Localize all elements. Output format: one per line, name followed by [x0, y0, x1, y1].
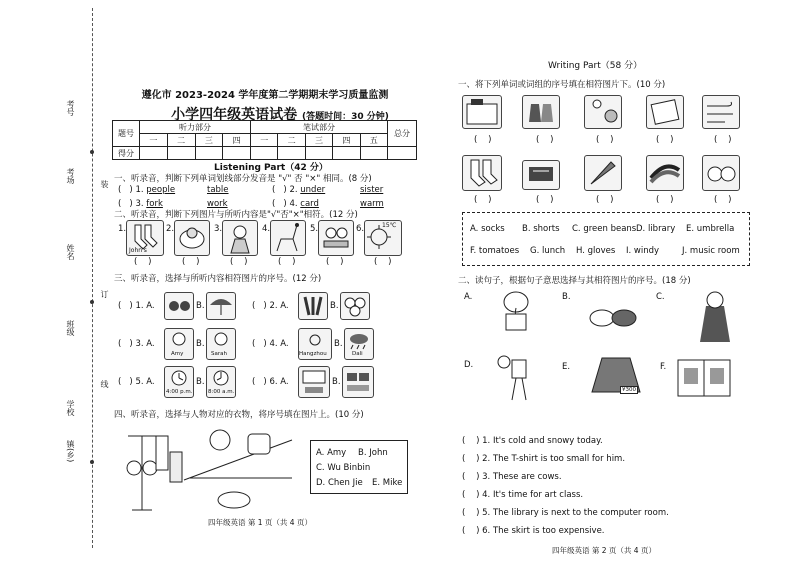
- exam-header: 遵化市 2023-2024 学年度第二学期期末学习质量监测: [141, 90, 389, 101]
- sentence-text: ) 1. It's cold and snowy today.: [476, 436, 603, 446]
- score-col: 一: [251, 134, 278, 147]
- listening-q1-title: 一、听录音，判断下列单词划线部分发音是 "√" 否 "×" 相同。(8 分): [114, 174, 372, 184]
- score-table: [112, 120, 417, 160]
- sentence: ( ) 6. The skirt is too expensive.: [462, 526, 605, 536]
- listening-q2-title: 二、听录音，判断下列图片与所听内容是"√"否"×"相符。(12 分): [114, 210, 358, 220]
- name-option: E. Mike: [372, 478, 403, 488]
- answer-blank[interactable]: ( ): [714, 195, 732, 205]
- picture-letter: F.: [660, 362, 667, 372]
- name-label: 姓名: [66, 244, 75, 260]
- word: sister: [360, 185, 384, 195]
- score-cell[interactable]: [360, 147, 387, 160]
- q3-item: ( ) 3. A.: [118, 339, 155, 349]
- cows-picture: [584, 298, 640, 334]
- score-col: 三: [305, 134, 332, 147]
- exam-number-label: 考号: [66, 100, 75, 116]
- score-cell[interactable]: [388, 147, 417, 160]
- answer-blank[interactable]: ( ): [714, 135, 732, 145]
- umbrella-picture: [584, 155, 622, 191]
- picture-label: 1.: [118, 224, 127, 234]
- sentence: ( ) 2. The T-shirt is too small for him.: [462, 454, 626, 464]
- score-cell[interactable]: [223, 147, 251, 160]
- answer-blank[interactable]: ( ): [230, 257, 248, 267]
- listening-q4-title: 四、听录音，选择与人物对应的衣物，将序号填在图片上。(10 分): [114, 410, 364, 420]
- item-number: 6. A.: [269, 377, 289, 387]
- snowy-day-picture: [690, 288, 740, 344]
- class-label: 班级: [66, 320, 75, 336]
- word: card: [300, 199, 319, 209]
- dinner-picture: [318, 220, 354, 256]
- answer-blank[interactable]: ( ): [596, 135, 614, 145]
- page-footer: 四年级英语 第 1 页（共 4 页）: [208, 518, 312, 527]
- picture-label: 4.: [262, 224, 271, 234]
- picture-letter: C.: [656, 292, 665, 302]
- picture-letter: A.: [464, 292, 473, 302]
- exam-room-label: 考场: [66, 168, 75, 184]
- glasses-picture: [164, 292, 194, 320]
- umbrella-picture: [206, 292, 236, 320]
- picture-label: 6.: [356, 224, 365, 234]
- binding-line: [92, 8, 93, 548]
- picture-caption: Dali: [352, 351, 363, 357]
- tomatoes-picture: [702, 155, 740, 191]
- writing-q1-title: 一、将下列单词或词组的序号填在相符图片下。(10 分): [458, 80, 666, 90]
- option-b-label: B.: [196, 301, 205, 311]
- answer-blank[interactable]: ( ): [474, 195, 492, 205]
- sentence: ( ) 1. It's cold and snowy today.: [462, 436, 603, 446]
- option-b-label: B.: [196, 377, 205, 387]
- q3-item: ( ) 4. A.: [252, 339, 289, 349]
- item-number: 2.: [289, 185, 298, 195]
- word-option: C. green beans: [572, 224, 637, 234]
- score-cell[interactable]: [195, 147, 223, 160]
- item-number: 1. A.: [135, 301, 155, 311]
- sentence: ( ) 4. It's time for art class.: [462, 490, 584, 500]
- clothes-scene: [112, 422, 302, 512]
- music-room-picture: [522, 160, 560, 190]
- word: people: [146, 185, 176, 195]
- word-option: E. umbrella: [686, 224, 735, 234]
- q3-item: ( ) 2. A.: [252, 301, 289, 311]
- picture-caption: 4:00 p.m.: [166, 389, 193, 395]
- seal-char: 线: [100, 380, 109, 388]
- music-book-picture: [646, 95, 684, 129]
- seal-char: 订: [100, 290, 109, 298]
- girl-picture: [222, 220, 258, 256]
- answer-blank[interactable]: ( ): [474, 135, 492, 145]
- classroom-picture: [298, 366, 330, 398]
- score-col: 五: [360, 134, 387, 147]
- name-option: D. Chen Jie: [316, 478, 363, 488]
- library-picture: [462, 95, 502, 129]
- item-number: 5. A.: [135, 377, 155, 387]
- q3-item: ( ) 1. A.: [118, 301, 155, 311]
- town-label: 镇(乡): [66, 440, 75, 463]
- option-b-label: B.: [196, 339, 205, 349]
- listening-q1-item: ( ) 3. fork: [118, 199, 163, 209]
- word-bank: [462, 212, 750, 266]
- price-tag: ¥300: [622, 387, 636, 393]
- sentence: ( ) 3. These are cows.: [462, 472, 562, 482]
- picture-caption: 8:00 a.m.: [208, 389, 235, 395]
- word-option: D. library: [636, 224, 676, 234]
- word-option: G. lunch: [530, 246, 566, 256]
- score-header-total: 总分: [388, 121, 417, 147]
- word-option: H. gloves: [576, 246, 616, 256]
- onions-picture: [340, 292, 370, 320]
- picture-letter: E.: [562, 362, 571, 372]
- score-col: 二: [167, 134, 195, 147]
- name-option: A. Amy: [316, 448, 347, 458]
- library-computer-room-picture: [676, 356, 732, 398]
- score-header-writing: 笔试部分: [251, 121, 388, 134]
- word-option: B. shorts: [522, 224, 560, 234]
- writing-title: Writing Part（58 分）: [548, 61, 643, 71]
- binding-dot: [90, 300, 94, 304]
- score-col: 四: [223, 134, 251, 147]
- lunch-picture: [584, 95, 622, 129]
- name-option: B. John: [358, 448, 388, 458]
- sentence-text: ) 6. The skirt is too expensive.: [476, 526, 605, 536]
- green-beans-picture: [646, 155, 684, 191]
- option-b-label: B.: [334, 339, 343, 349]
- word: under: [300, 185, 326, 195]
- score-col: 二: [278, 134, 305, 147]
- giraffe-picture: [270, 220, 306, 256]
- binding-dot: [90, 150, 94, 154]
- carrots-picture: [298, 292, 328, 320]
- answer-blank[interactable]: ( ): [278, 257, 296, 267]
- score-col: 三: [195, 134, 223, 147]
- writing-q2-title: 二、读句子，根据句子意思选择与其相符图片的序号。(18 分): [458, 276, 691, 286]
- word: table: [207, 185, 229, 195]
- score-cell[interactable]: [305, 147, 332, 160]
- listening-q1-item: ( ) 1. people: [118, 185, 176, 195]
- word: warm: [360, 199, 384, 209]
- word-option: I. windy: [626, 246, 660, 256]
- listening-title: Listening Part（42 分）: [214, 163, 328, 173]
- score-cell[interactable]: [140, 147, 168, 160]
- picture-caption: John's: [129, 247, 147, 254]
- answer-blank[interactable]: ( ): [374, 257, 392, 267]
- sentence: ( ) 5. The library is next to the computer room.: [462, 508, 669, 518]
- score-cell[interactable]: [167, 147, 195, 160]
- score-row-label: 得分: [113, 147, 140, 160]
- answer-blank[interactable]: ( ): [656, 135, 674, 145]
- score-cell[interactable]: [278, 147, 305, 160]
- picture-letter: D.: [464, 360, 474, 370]
- picture-caption: Sarah: [211, 351, 227, 357]
- item-number: 3. A.: [135, 339, 155, 349]
- score-cell[interactable]: [251, 147, 278, 160]
- item-number: 1.: [135, 185, 144, 195]
- socks-picture: [462, 155, 502, 191]
- score-col: 四: [333, 134, 360, 147]
- answer-blank[interactable]: ( ): [536, 195, 554, 205]
- word-option: F. tomatoes: [470, 246, 520, 256]
- picture-label: 5.: [310, 224, 319, 234]
- name-option: C. Wu Binbin: [316, 463, 371, 473]
- q3-item: ( ) 5. A.: [118, 377, 155, 387]
- score-cell[interactable]: [333, 147, 360, 160]
- score-header-listening: 听力部分: [140, 121, 251, 134]
- item-number: 4. A.: [269, 339, 289, 349]
- answer-blank[interactable]: ( ): [326, 257, 344, 267]
- listening-q3-title: 三、听录音，选择与所听内容相符图片的序号。(12 分): [114, 274, 322, 284]
- picture-letter: B.: [562, 292, 571, 302]
- listening-q1-item: ( ) 2. under: [272, 185, 326, 195]
- option-b-label: B.: [332, 377, 341, 387]
- item-number: 4.: [289, 199, 298, 209]
- binding-dot: [90, 460, 94, 464]
- computer-room-picture: [342, 366, 374, 398]
- item-number: 3.: [135, 199, 144, 209]
- picture-caption: Hangzhou: [299, 351, 327, 357]
- score-col: 一: [140, 134, 168, 147]
- sentence-text: ) 4. It's time for art class.: [476, 490, 584, 500]
- answer-blank[interactable]: ( ): [656, 195, 674, 205]
- time-note: (答题时间：30 分钟): [301, 112, 389, 122]
- sentence-text: ) 3. These are cows.: [476, 472, 562, 482]
- word: work: [207, 199, 228, 209]
- q3-item: ( ) 6. A.: [252, 377, 289, 387]
- temperature-label: 15℃: [382, 222, 397, 229]
- page-footer: 四年级英语 第 2 页（共 4 页）: [552, 546, 656, 555]
- art-class-picture: [490, 352, 530, 402]
- answer-blank[interactable]: ( ): [182, 257, 200, 267]
- option-b-label: B.: [330, 301, 339, 311]
- score-header-number: 题号: [113, 121, 140, 147]
- answer-blank[interactable]: ( ): [536, 135, 554, 145]
- sentence-text: ) 2. The T-shirt is too small for him.: [476, 454, 626, 464]
- answer-blank[interactable]: ( ): [596, 195, 614, 205]
- listening-q1-item: ( ) 4. card: [272, 199, 319, 209]
- seal-char: 装: [100, 180, 109, 188]
- word-option: A. socks: [470, 224, 505, 234]
- answer-blank[interactable]: ( ): [134, 257, 152, 267]
- picture-label: 3.: [214, 224, 223, 234]
- picture-caption: Amy: [171, 351, 184, 357]
- word: fork: [146, 199, 163, 209]
- picture-label: 2.: [166, 224, 175, 234]
- exam-title-text: 小学四年级英语试卷: [171, 107, 298, 123]
- elephant-tshirt-picture: [494, 288, 538, 338]
- item-number: 2. A.: [269, 301, 289, 311]
- sheep-picture: [174, 220, 210, 256]
- sentence-text: ) 5. The library is next to the computer room.: [476, 508, 669, 518]
- school-label: 学校: [66, 400, 75, 416]
- gloves-picture: [522, 95, 560, 129]
- windy-picture: [702, 95, 740, 129]
- word-option: J. music room: [682, 246, 740, 256]
